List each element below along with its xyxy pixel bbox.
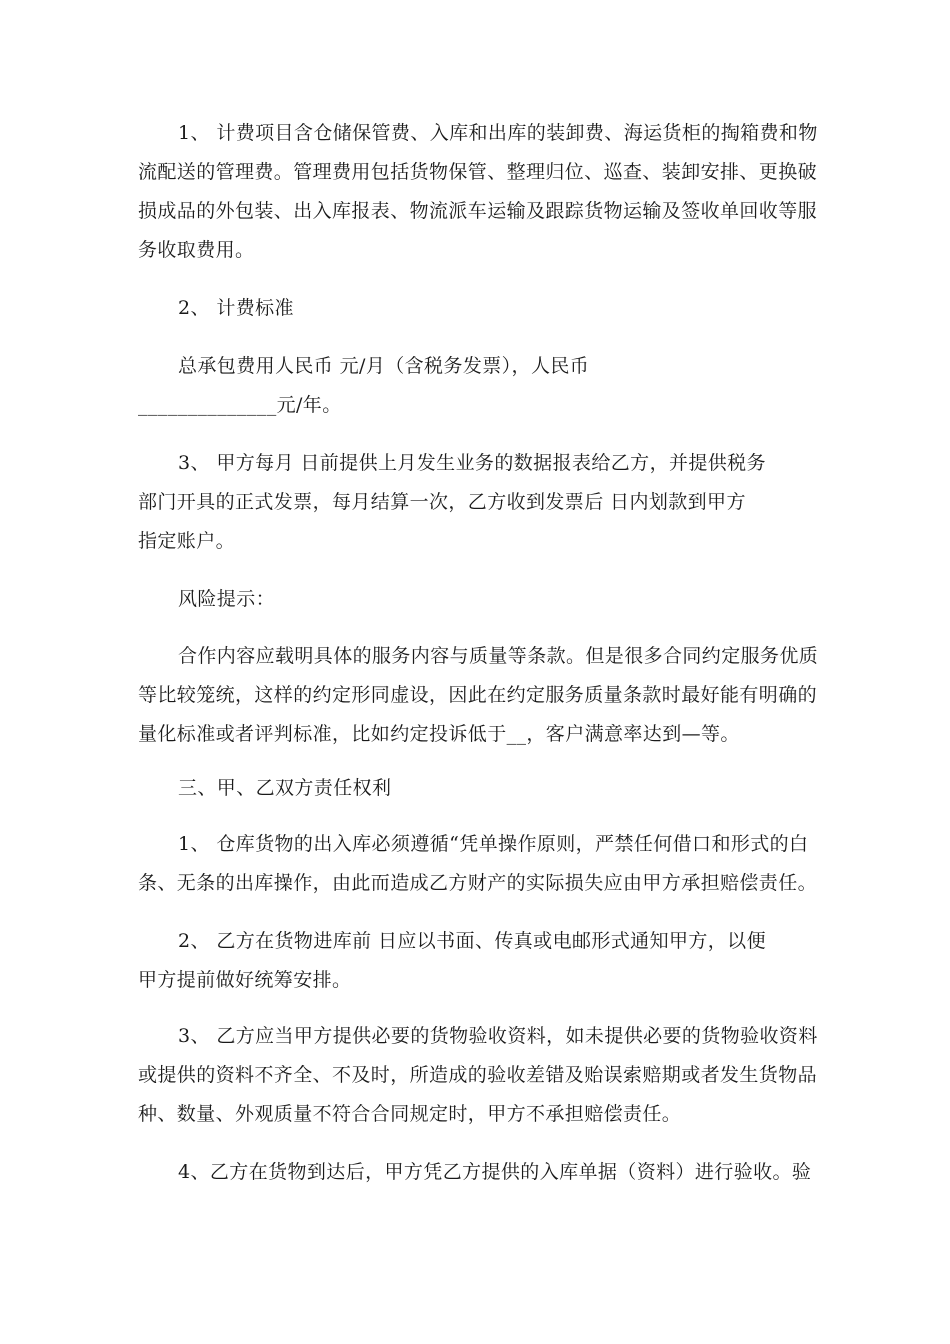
responsibility-4-line-1: 4、乙方在货物到达后，甲方凭乙方提供的入库单据（资料）进行验收。验	[178, 1161, 812, 1183]
fee-total-line-2: ______________元/年。	[138, 394, 342, 416]
clause-3-line-3: 指定账户。	[138, 530, 236, 552]
fee-total-line-1: 总承包费用人民币 元/月（含税务发票），人民币	[178, 355, 590, 377]
risk-notice-line-1: 合作内容应载明具体的服务内容与质量等条款。但是很多合同约定服务优质	[178, 645, 819, 667]
clause-1-line-2: 流配送的管理费。管理费用包括货物保管、整理归位、巡查、装卸安排、更换破	[138, 161, 818, 183]
clause-2-heading: 2、 计费标准	[178, 297, 294, 319]
clause-1-line-1: 1、 计费项目含仓储保管费、入库和出库的装卸费、海运货柜的掏箱费和物	[178, 122, 818, 144]
responsibility-2-line-1: 2、 乙方在货物进库前 日应以书面、传真或电邮形式通知甲方，以便	[178, 930, 766, 952]
risk-notice-line-3: 量化标准或者评判标准，比如约定投诉低于__，客户满意率达到—等。	[138, 723, 740, 745]
responsibility-2-line-2: 甲方提前做好统筹安排。	[138, 969, 352, 991]
responsibility-3-line-1: 3、 乙方应当甲方提供必要的货物验收资料，如未提供必要的货物验收资料	[178, 1025, 818, 1047]
clause-1-line-3: 损成品的外包装、出入库报表、物流派车运输及跟踪货物运输及签收单回收等服	[138, 200, 818, 222]
section-3-heading: 三、甲、乙双方责任权利	[178, 777, 392, 799]
responsibility-1-line-2: 条、无条的出库操作，由此而造成乙方财产的实际损失应由甲方承担赔偿责任。	[138, 872, 818, 894]
clause-3-line-2: 部门开具的正式发票，每月结算一次，乙方收到发票后 日内划款到甲方	[138, 491, 746, 513]
responsibility-3-line-3: 种、数量、外观质量不符合合同规定时，甲方不承担赔偿责任。	[138, 1103, 682, 1125]
responsibility-3-line-2: 或提供的资料不齐全、不及时，所造成的验收差错及贻误索赔期或者发生货物品	[138, 1064, 818, 1086]
risk-notice-line-2: 等比较笼统，这样的约定形同虚设，因此在约定服务质量条款时最好能有明确的	[138, 684, 818, 706]
risk-notice-heading: 风险提示：	[178, 588, 276, 610]
responsibility-1-line-1: 1、 仓库货物的出入库必须遵循“凭单操作原则，严禁任何借口和形式的白	[178, 833, 809, 855]
clause-1-line-4: 务收取费用。	[138, 239, 255, 261]
clause-3-line-1: 3、 甲方每月 日前提供上月发生业务的数据报表给乙方，并提供税务	[178, 452, 766, 474]
